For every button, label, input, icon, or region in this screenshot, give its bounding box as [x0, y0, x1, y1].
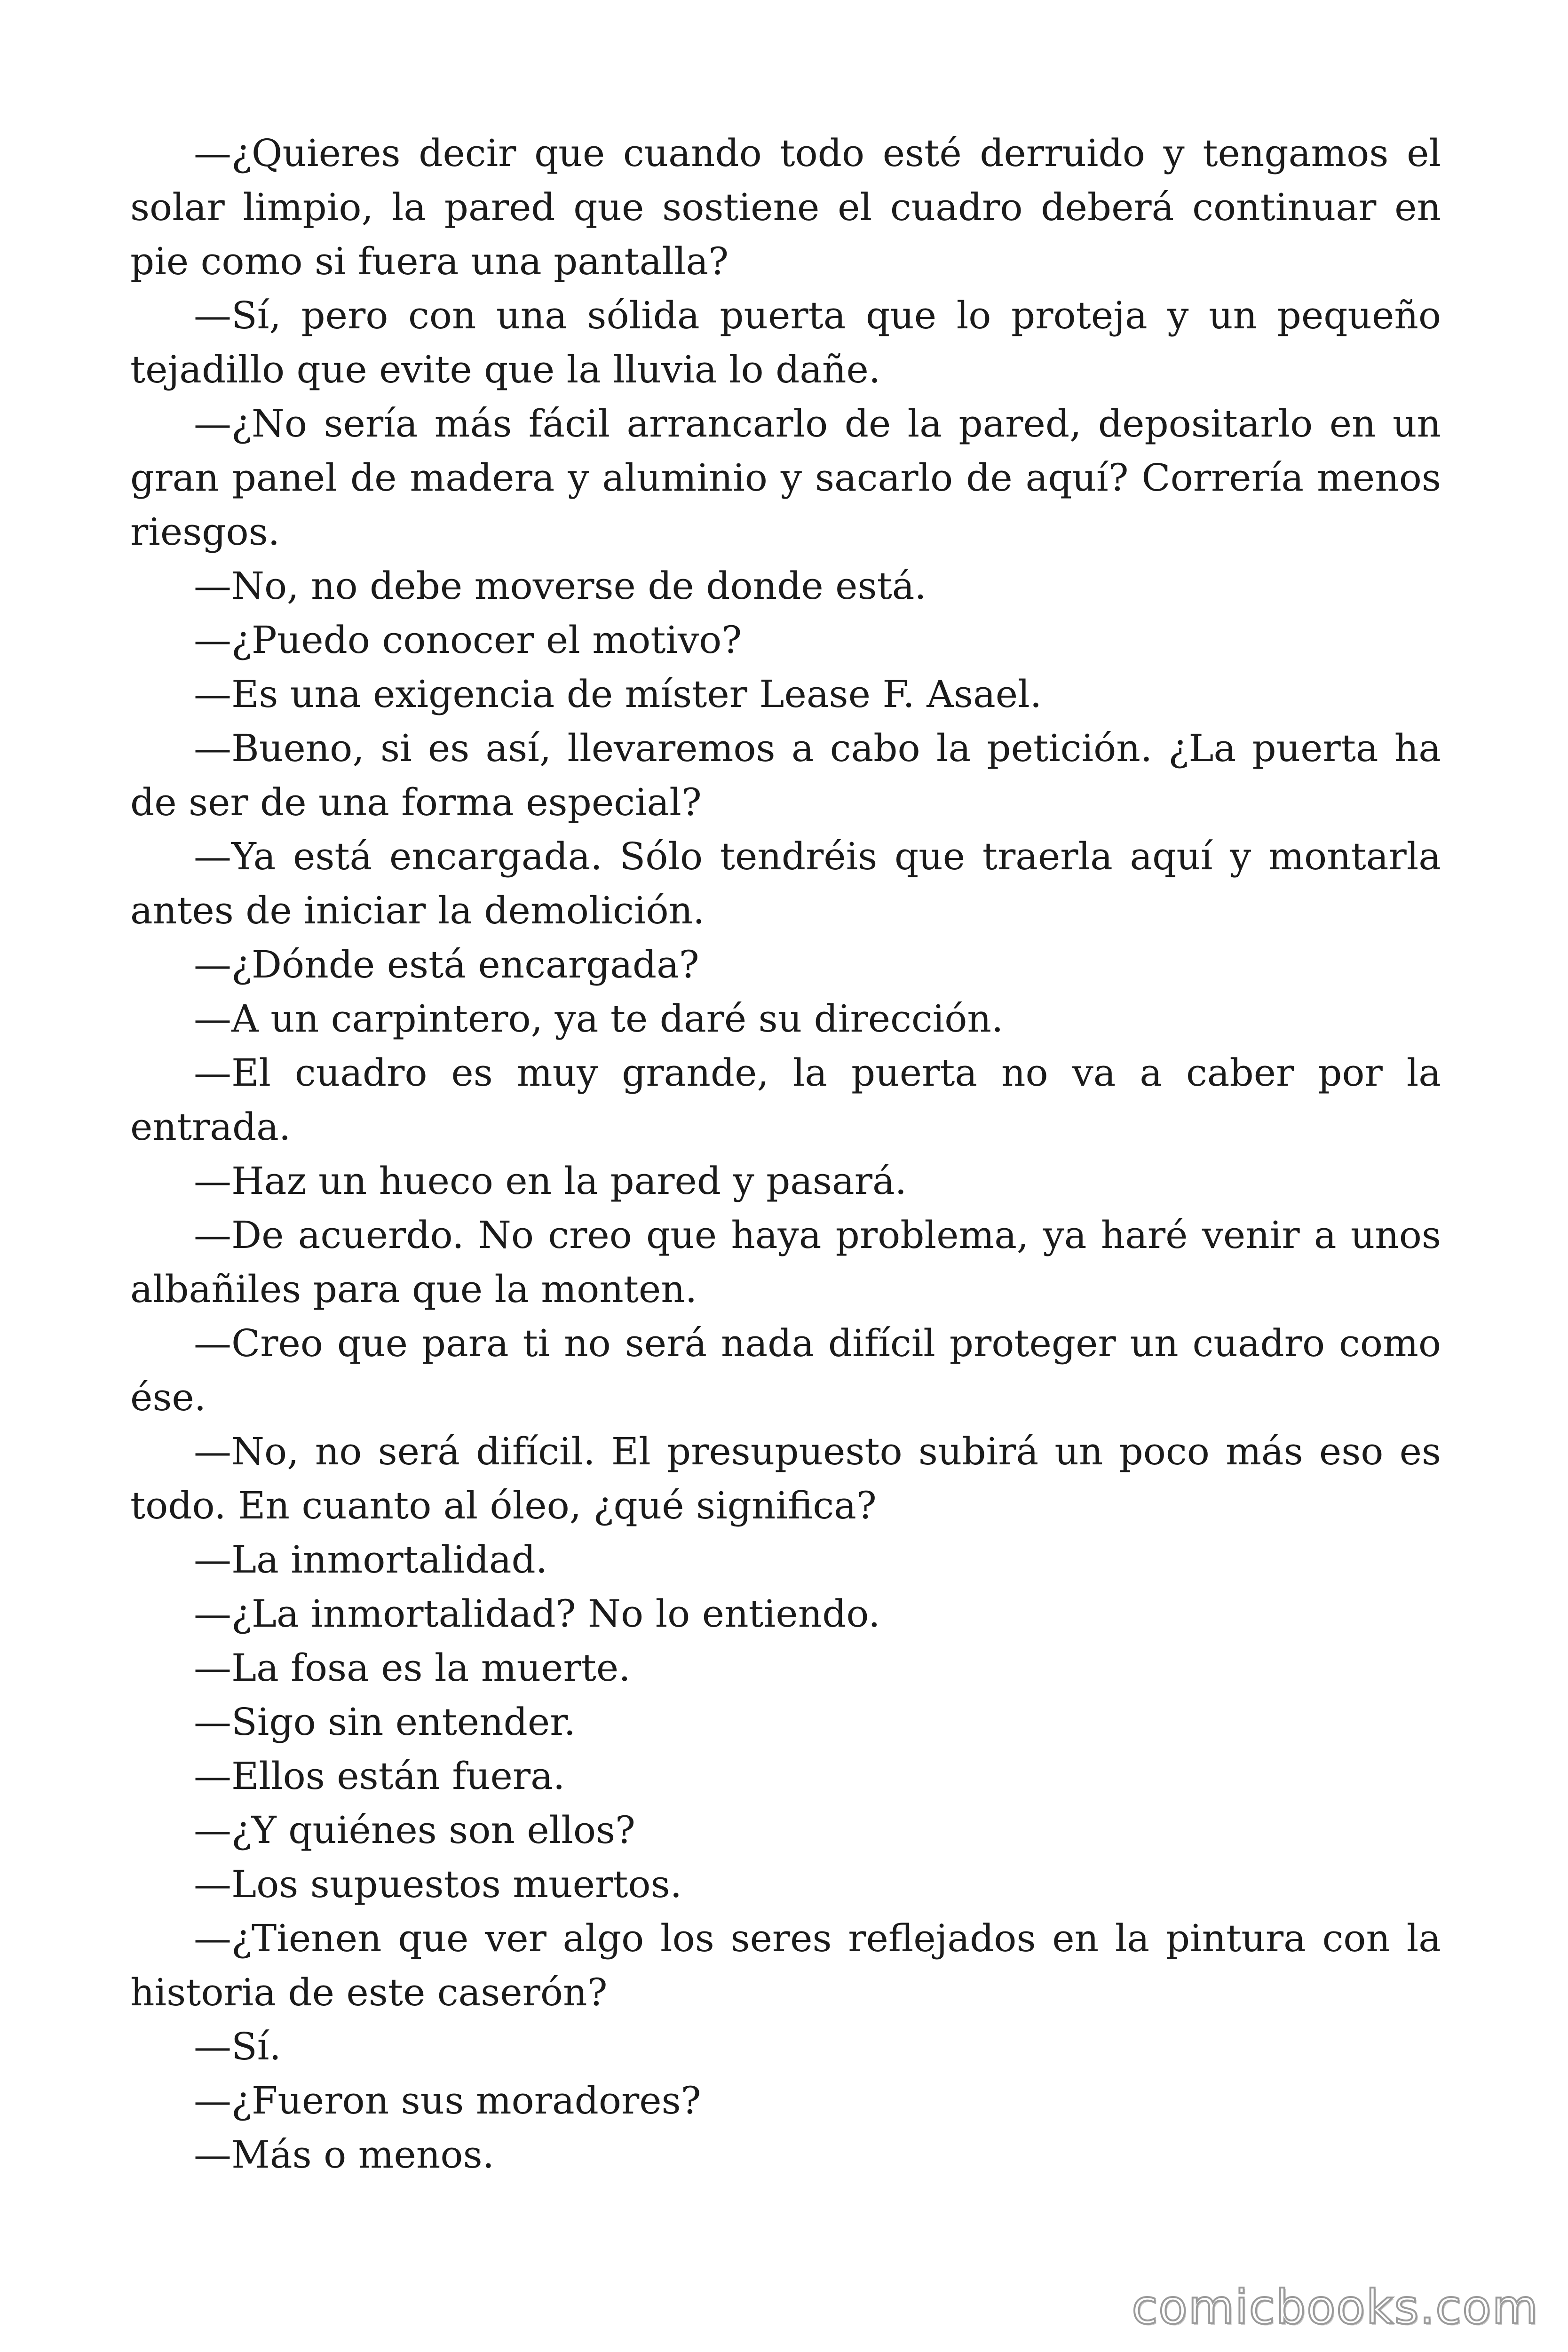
paragraph: —Ellos están fuera.	[194, 1754, 565, 1798]
paragraph: —Más o menos.	[194, 2133, 495, 2177]
paragraph: —Sí.	[194, 2025, 281, 2068]
paragraph: —¿Dónde está encargada?	[194, 943, 699, 986]
paragraph: —¿Fueron sus moradores?	[194, 2079, 701, 2122]
paragraph: —Sí, pero con una sólida puerta que lo proteja y un pequeño tejadillo que evite que la lluvia lo dañe.	[130, 294, 1441, 391]
paragraph: —No, no debe moverse de donde está.	[194, 564, 927, 608]
paragraph: —La fosa es la muerte.	[194, 1646, 631, 1690]
paragraph: —¿Tienen que ver algo los seres reflejados en la pintura con la historia de este caserón?	[130, 1916, 1441, 2014]
paragraph: —Sigo sin entender.	[194, 1700, 576, 1744]
paragraph: —El cuadro es muy grande, la puerta no va a caber por la entrada.	[130, 1051, 1441, 1149]
watermark: comicbooks.com	[1132, 2280, 1539, 2335]
paragraph: —La inmortalidad.	[194, 1538, 548, 1581]
paragraph: —A un carpintero, ya te daré su dirección.	[194, 997, 1004, 1041]
paragraph: —¿Puedo conocer el motivo?	[194, 618, 742, 662]
paragraph: —Creo que para ti no será nada difícil proteger un cuadro como ése.	[130, 1321, 1441, 1419]
paragraph: —Haz un hueco en la pared y pasará.	[194, 1159, 907, 1203]
page-body	[130, 126, 1441, 2182]
paragraph: —No, no será difícil. El presupuesto subirá un poco más eso es todo. En cuanto al óleo, ¿qué significa?	[130, 1430, 1441, 1527]
paragraph: —Bueno, si es así, llevaremos a cabo la petición. ¿La puerta ha de ser de una forma especial?	[130, 726, 1441, 824]
paragraph: —Ya está encargada. Sólo tendréis que traerla aquí y montarla antes de iniciar la demolición.	[130, 834, 1441, 932]
paragraph: —¿Y quiénes son ellos?	[194, 1808, 635, 1852]
paragraph: —¿La inmortalidad? No lo entiendo.	[194, 1592, 880, 1636]
paragraph: —Es una exigencia de míster Lease F. Asael.	[194, 672, 1042, 716]
paragraph: —¿Quieres decir que cuando todo esté derruido y tengamos el solar limpio, la pared que sostiene el cuadro deberá continuar en pie como si fuera una pantalla?	[130, 131, 1441, 283]
paragraph: —De acuerdo. No creo que haya problema, ya haré venir a unos albañiles para que la monten.	[130, 1213, 1441, 1311]
paragraph: —¿No sería más fácil arrancarlo de la pared, depositarlo en un gran panel de madera y aluminio y sacarlo de aquí? Correría menos riesgos.	[130, 402, 1441, 554]
paragraph: —Los supuestos muertos.	[194, 1862, 682, 1906]
